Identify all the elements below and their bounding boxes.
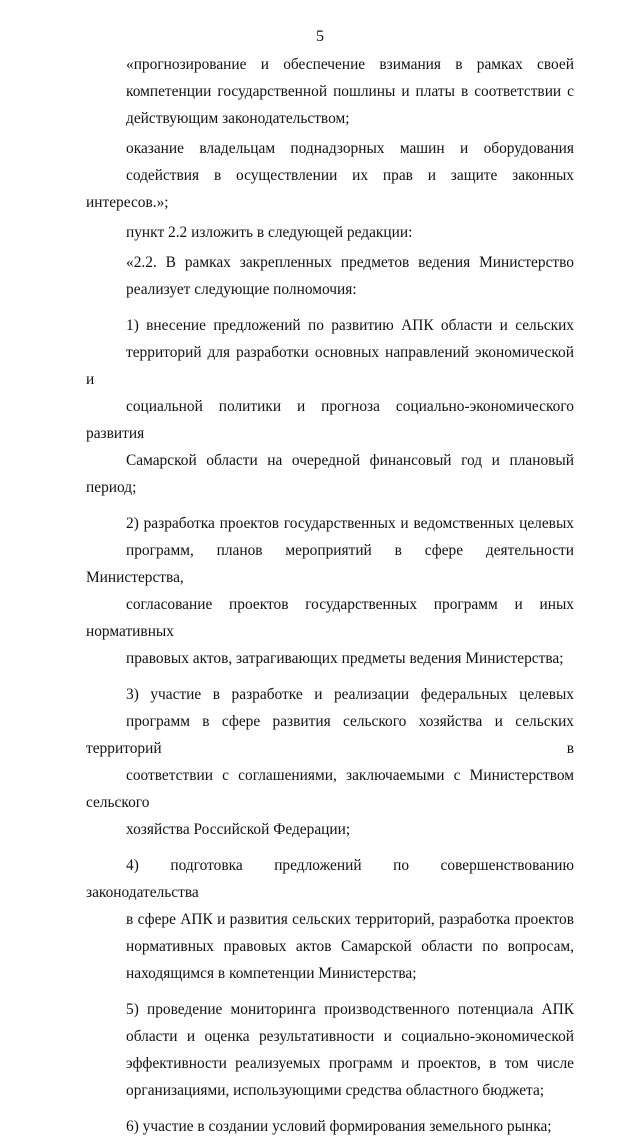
text-line: пункт 2.2 изложить в следующей редакции:: [126, 224, 413, 241]
text-line: согласование проектов государственных программ и иных нормативных: [86, 596, 574, 640]
text-line: 3) участие в разработке и реализации федеральных целевых: [126, 686, 574, 703]
list-item-6: [86, 1113, 574, 1140]
document-body: [86, 51, 574, 1140]
text-line: соответствии с соглашениями, заключаемыми с Министерством сельского: [86, 767, 574, 811]
text-line: находящимся в компетенции Министерства;: [126, 965, 417, 982]
text-line: Самарской области на очередной финансовый год и плановый период;: [86, 452, 574, 496]
list-item-2: [86, 510, 574, 672]
list-item-5: [86, 996, 574, 1104]
text-line: реализует следующие полномочия:: [126, 281, 357, 298]
text-line: 6) участие в создании условий формирования земельного рынка;: [126, 1118, 552, 1135]
text-line: 1) внесение предложений по развитию АПК области и сельских: [126, 317, 574, 334]
text-line: программ, планов мероприятий в сфере деятельности Министерства,: [86, 542, 574, 586]
text-line: программ в сфере развития сельского хозяйства и сельских территорий в: [86, 713, 574, 757]
text-line: 5) проведение мониторинга производственного потенциала АПК: [126, 1001, 574, 1018]
list-item-3: [86, 681, 574, 843]
text-line: оказание владельцам поднадзорных машин и оборудования: [126, 140, 574, 157]
text-line: территорий для разработки основных направлений экономической и: [86, 344, 574, 388]
text-line: «2.2. В рамках закрепленных предметов ведения Министерство: [126, 254, 574, 271]
text-line: 4) подготовка предложений по совершенствованию законодательства: [86, 857, 574, 901]
list-item-1: [86, 312, 574, 501]
text-line: «прогнозирование и обеспечение взимания в рамках своей: [126, 56, 574, 73]
paragraph-assistance-owners: [86, 135, 574, 216]
text-line: эффективности реализуемых программ и проектов, в том числе: [126, 1055, 574, 1072]
text-line: области и оценка результативности и социально-экономической: [126, 1028, 574, 1045]
paragraph-clause-amendment: [86, 219, 574, 246]
paragraph-clause-2-2: [86, 249, 574, 303]
text-line: организациями, использующими средства областного бюджета;: [126, 1082, 545, 1099]
text-line: хозяйства Российской Федерации;: [126, 821, 351, 838]
text-line: правовых актов, затрагивающих предметы ведения Министерства;: [126, 650, 564, 667]
text-line: нормативных правовых актов Самарской области по вопросам,: [126, 938, 574, 955]
text-line: компетенции государственной пошлины и платы в соответствии с: [126, 83, 574, 100]
page-number: 5: [316, 28, 324, 45]
text-line: содействия в осуществлении их прав и защите законных интересов.»;: [86, 167, 574, 211]
text-line: в сфере АПК и развития сельских территорий, разработка проектов: [126, 911, 574, 928]
list-item-4: [86, 852, 574, 987]
text-line: социальной политики и прогноза социально-экономического развития: [86, 398, 574, 442]
paragraph-forecast-duty: [86, 51, 574, 132]
text-line: действующим законодательством;: [126, 110, 350, 127]
text-line: 2) разработка проектов государственных и ведомственных целевых: [126, 515, 574, 532]
